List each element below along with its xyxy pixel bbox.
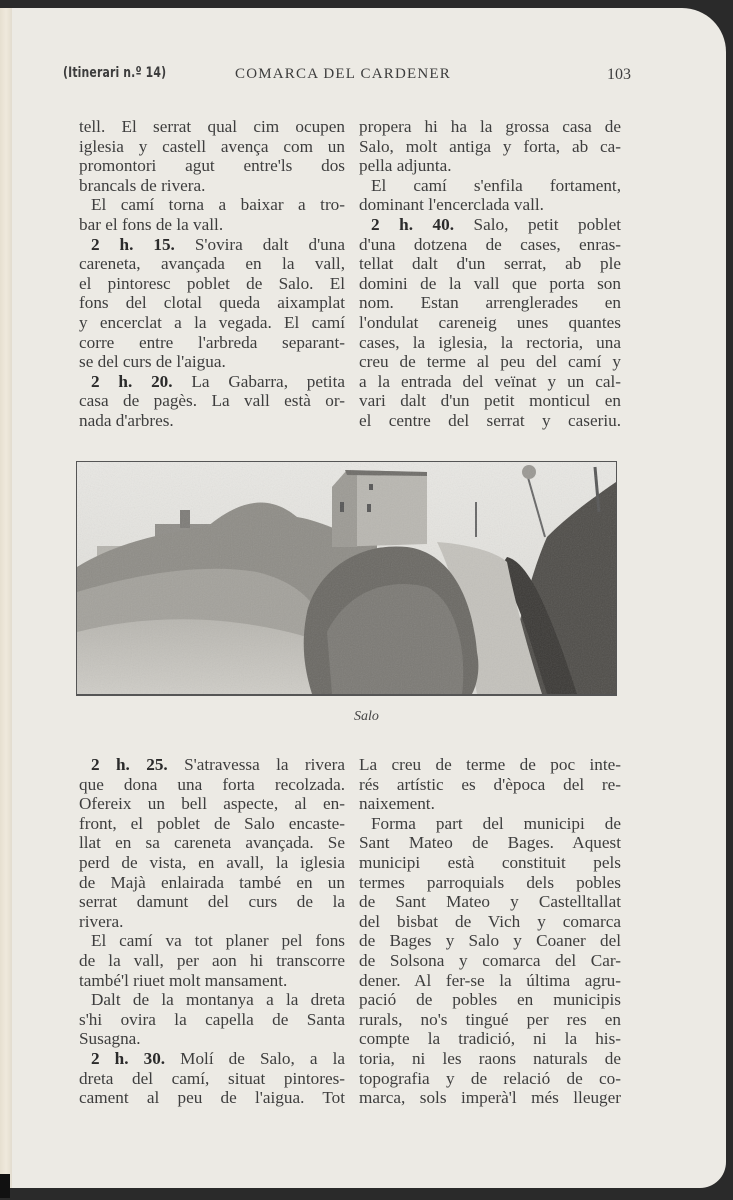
text-line [79,755,345,775]
text-line [359,833,621,853]
page-number: 103 [607,66,631,83]
line-text: vari dalt d'un petit monticul en [359,391,621,411]
text-line [359,1069,621,1089]
line-text: La Gabarra, petita [172,371,345,391]
text-line [359,176,621,196]
text-line [79,274,345,294]
text-line [359,892,621,912]
itinerary-time: 2 h. 15. [91,234,175,254]
line-text: brancals de rivera. [79,175,206,195]
line-text: El camí torna a baixar a tro- [91,195,345,215]
text-line [359,215,621,235]
text-line [79,313,345,333]
text-line [359,775,621,795]
text-line [359,333,621,353]
line-text: corre entre l'arbreda separant- [79,332,345,352]
text-line [79,853,345,873]
line-text: dominant l'encerclada vall. [359,195,544,215]
running-title: COMARCA DEL CARDENER [235,66,451,82]
line-text: Ofereix un bell aspecte, al en- [79,794,345,814]
itinerary-label: (Itinerari n.º 14) [63,65,167,81]
line-text: Molí de Salo, a la [165,1048,345,1068]
text-line [359,293,621,313]
line-text: Dalt de la montanya a la dreta [91,990,345,1010]
text-line [359,1088,621,1108]
line-text: el pintoresc poblet de Salo. El [79,273,345,293]
line-text: dreta del camí, situat pintores- [79,1068,345,1088]
text-line [359,931,621,951]
line-text: pella adjunta. [359,156,452,176]
text-line [79,931,345,951]
line-text: Salo, petit poblet [454,214,621,234]
line-text: naixement. [359,794,435,814]
line-text: l'ondulat careneig unes quantes [359,312,621,332]
text-line [359,971,621,991]
text-line [359,372,621,392]
line-text: topografia y de relació de co- [359,1068,621,1088]
text-line [359,814,621,834]
photograph-salo-village [77,462,616,694]
text-line [359,1049,621,1069]
text-line [359,156,621,176]
text-line [79,1010,345,1030]
text-line [359,912,621,932]
line-text: El camí s'enfila fortament, [371,175,621,195]
line-text: rivera. [79,911,124,931]
itinerary-time: 2 h. 20. [91,371,173,391]
line-text: del bisbat de Vich y comarca [359,911,621,931]
line-text: de Solsona y comarca del Car- [359,950,621,970]
text-line [359,254,621,274]
text-line [79,775,345,795]
text-line [79,411,345,431]
text-line [79,1029,345,1049]
text-line [359,274,621,294]
text-line [359,137,621,157]
text-line [79,1049,345,1069]
line-text: casa de pagès. La vall està or- [79,391,345,411]
text-line [79,293,345,313]
text-line [79,352,345,372]
column-bottom-right [359,755,621,1108]
line-text: S'ovira dalt d'una [174,234,345,254]
text-line [79,1069,345,1089]
column-top-left [79,117,345,431]
line-text: rurals, no's tingué per res en [359,1009,621,1029]
text-line [79,990,345,1010]
line-text: tell. El serrat qual cim ocupen [79,117,345,136]
text-line [359,1029,621,1049]
text-line [359,951,621,971]
line-text: pació de pobles en municipis [359,990,621,1010]
text-line [359,313,621,333]
line-text: termes parroquials dels pobles [359,872,621,892]
text-line [359,794,621,814]
line-text: de la vall, per aon hi transcorre [79,950,345,970]
itinerary-time: 2 h. 40. [371,214,455,234]
line-text: La creu de terme de poc inte- [359,755,621,774]
line-text: careneta, avançada en la vall, [79,254,345,274]
text-line [79,892,345,912]
line-text: El camí va tot planer pel fons [91,931,345,951]
text-line [79,333,345,353]
text-line [79,391,345,411]
line-text: de Majà enlairada també en un [79,872,345,892]
line-text: front, el poblet de Salo encaste- [79,813,345,833]
running-header [63,65,631,87]
text-line [359,352,621,372]
text-line [359,990,621,1010]
line-text: Salo, molt antiga y forta, ab ca- [359,136,621,156]
line-text: tellat dalt d'un serrat, ab ple [359,254,621,274]
line-text: d'una dotzena de cases, enras- [359,234,621,254]
line-text: Sant Mateo de Bages. Aquest [359,833,621,853]
text-line [79,971,345,991]
photo-caption: Salo [354,709,379,724]
line-text: nom. Estan arrenglerades en [359,293,621,313]
line-text: se del curs de l'aigua. [79,352,226,372]
line-text: que dona una forta recolzada. [79,774,345,794]
text-line [79,833,345,853]
line-text: el centre del serrat y caseriu. [359,410,621,430]
line-text: a la entrada del veïnat y un cal- [359,371,621,391]
line-text: també'l riuet molt mansament. [79,970,288,990]
line-text: nada d'arbres. [79,410,174,430]
text-line [359,1010,621,1030]
line-text: s'hi ovira la capella de Santa [79,1009,345,1029]
line-text: y encerclat a la vegada. El camí [79,312,345,332]
line-text: perd de vista, en avall, la iglesia [79,852,345,872]
line-text: marca, sols imperà'l més lleuger [359,1088,621,1108]
line-text: de Bages y Salo y Coaner del [359,931,621,951]
text-line [79,951,345,971]
text-line [79,195,345,215]
line-text: cases, la iglesia, la rectoria, una [359,332,621,352]
text-line [79,254,345,274]
text-line [359,853,621,873]
line-text: toria, ni les raons naturals de [359,1048,621,1068]
text-line [79,873,345,893]
line-text: rés artístic es d'època del re- [359,774,621,794]
photo-salo [76,461,617,696]
line-text: de Sant Mateo y Castelltallat [359,892,621,912]
line-text: iglesia y castell avença com un [79,136,345,156]
text-line [79,372,345,392]
line-text: bar el fons de la vall. [79,214,224,234]
text-line [79,794,345,814]
text-line [79,235,345,255]
line-text: promontori agut entre'ls dos [79,156,345,176]
column-bottom-left [79,755,345,1108]
line-text: creu de terme al peu del camí y [359,352,621,372]
text-line [359,873,621,893]
binding-shadow [0,1174,10,1198]
text-line [79,912,345,932]
text-line [359,411,621,431]
text-line [359,117,621,137]
line-text: serrat damunt del curs de la [79,892,345,912]
page-gutter [0,8,12,1188]
text-line [79,1088,345,1108]
line-text: cament al peu de l'aigua. Tot [79,1088,345,1108]
itinerary-time: 2 h. 25. [91,755,168,774]
text-line [359,755,621,775]
line-text: fons del clotal queda aixamplat [79,293,345,313]
line-text: Forma part del municipi de [371,813,621,833]
line-text: municipi està constituit pels [359,852,621,872]
line-text: compte la tradició, ni la his- [359,1029,621,1049]
text-line [359,391,621,411]
text-line [359,235,621,255]
line-text: dener. Al fer-se la última agru- [359,970,621,990]
text-line [79,156,345,176]
text-line [79,215,345,235]
text-line [79,176,345,196]
line-text: S'atravessa la rivera [167,755,345,774]
line-text: domini de la vall que porta son [359,273,621,293]
text-line [79,814,345,834]
itinerary-time: 2 h. 30. [91,1048,166,1068]
line-text: propera hi ha la grossa casa de [359,117,621,136]
line-text: llat en sa careneta avançada. Se [79,833,345,853]
line-text: Susagna. [79,1029,141,1049]
text-line [359,195,621,215]
column-top-right [359,117,621,431]
text-line [79,137,345,157]
text-line [79,117,345,137]
